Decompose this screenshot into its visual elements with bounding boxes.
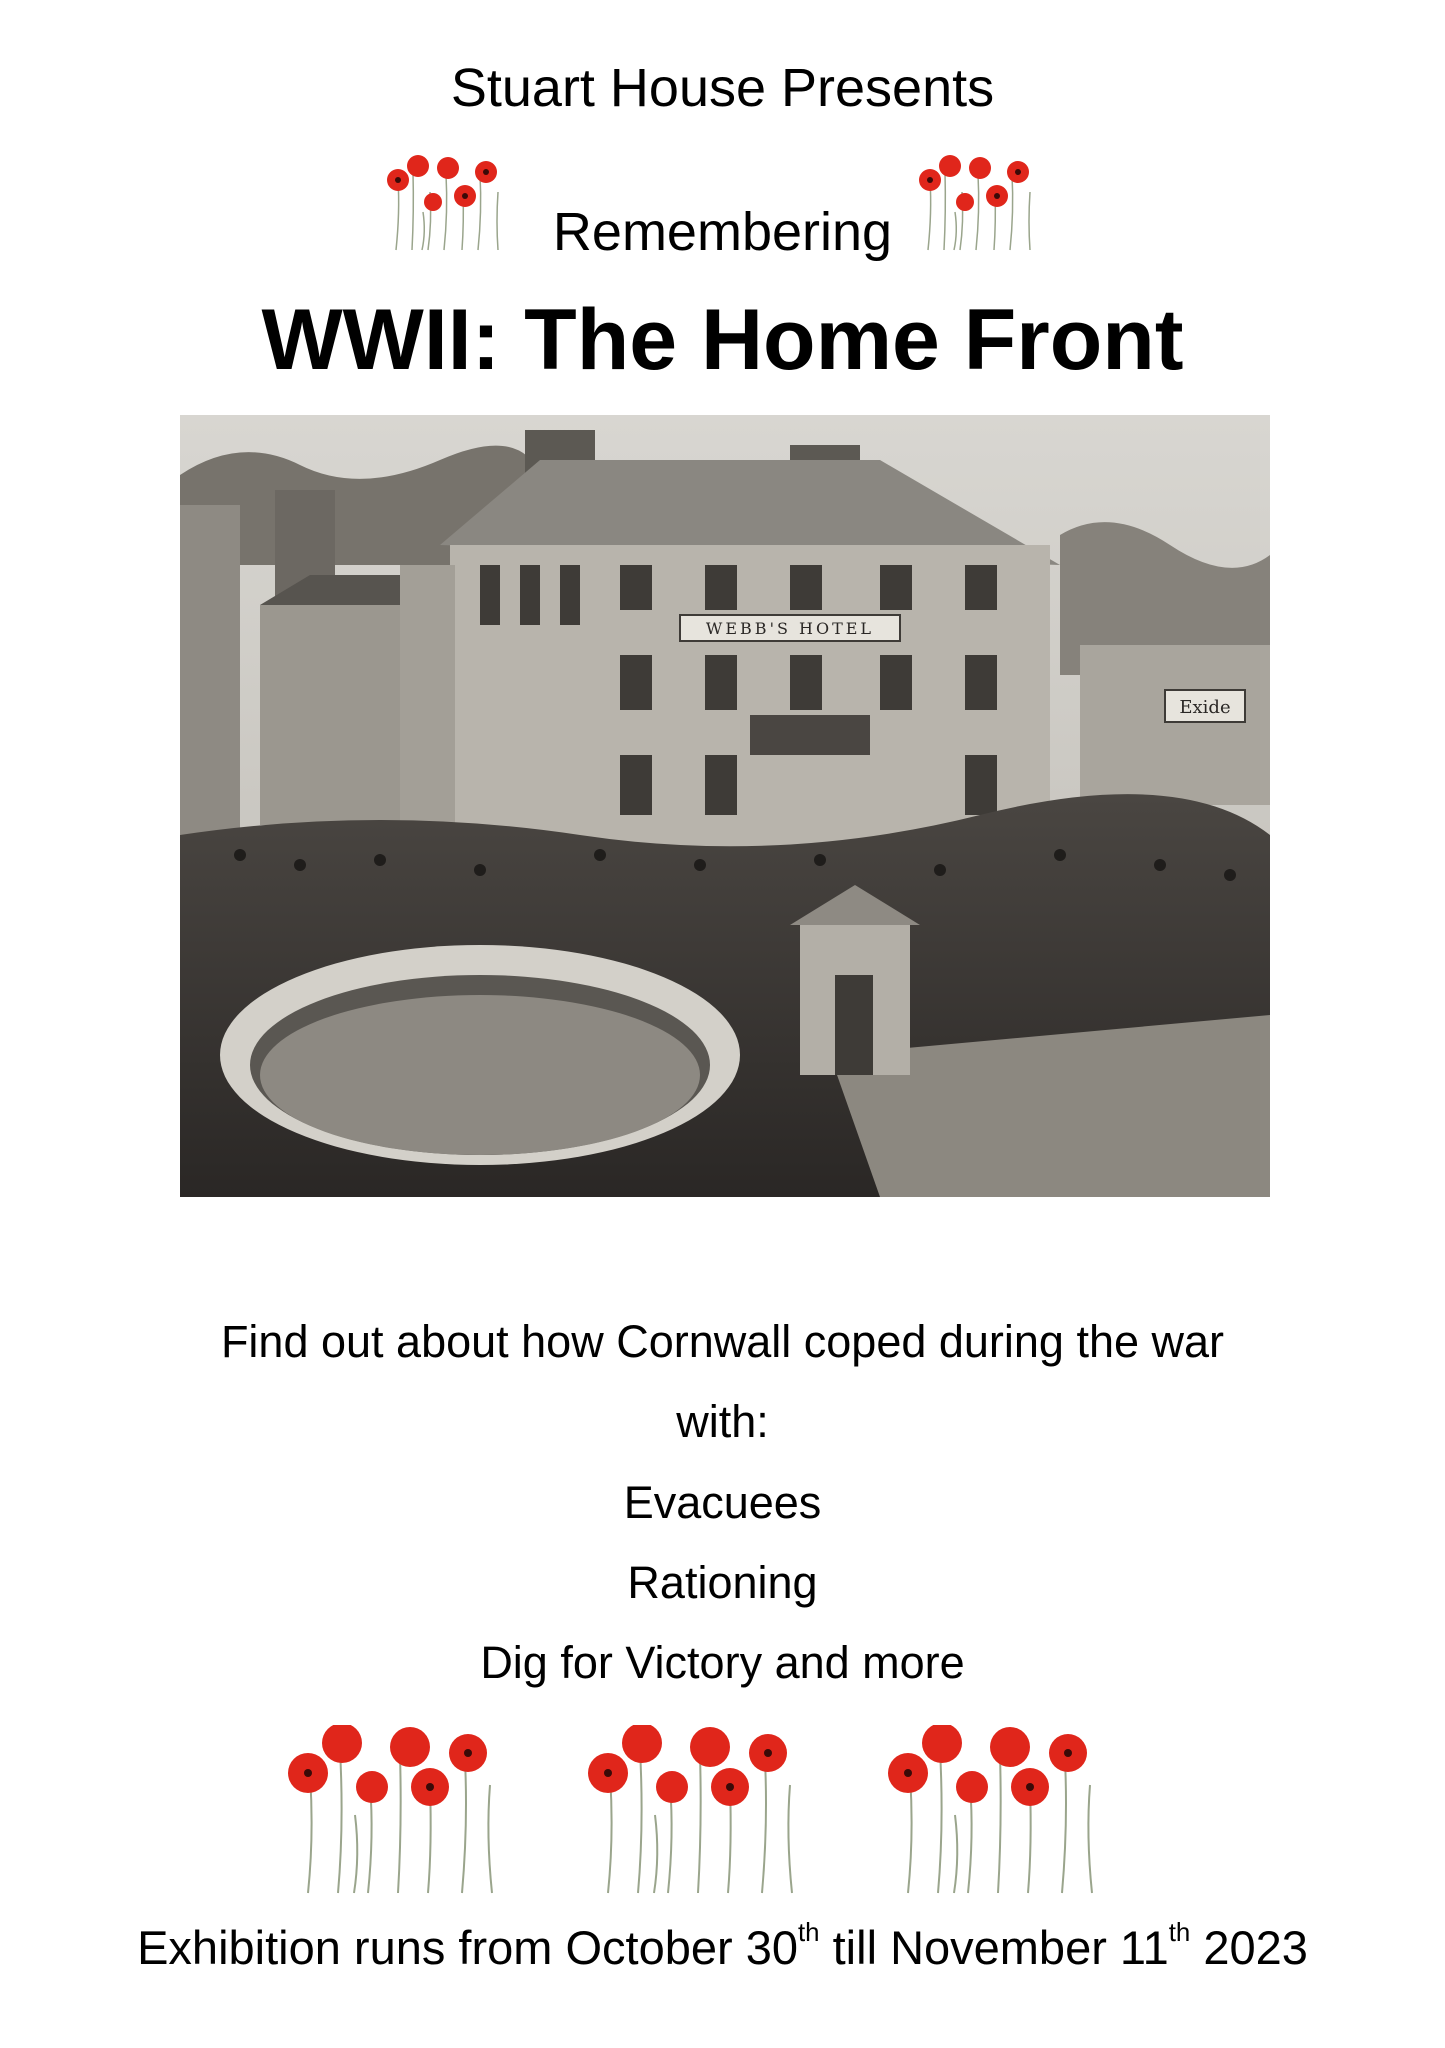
topic-item: Rationing — [627, 1557, 818, 1608]
poppy-icon — [910, 152, 1070, 252]
exhibition-dates — [0, 1915, 1445, 1981]
presenter-line: Stuart House Presents — [450, 58, 995, 118]
poppy-border — [280, 1725, 1170, 1895]
poppy-icon — [280, 1725, 1170, 1895]
subtitle-remembering: Remembering — [552, 202, 893, 262]
historic-photo — [180, 415, 1270, 1197]
poppy-cluster-right — [910, 152, 1070, 252]
topic-item: Dig for Victory and more — [480, 1637, 965, 1688]
footer-prefix: Exhibition runs from October 30 — [137, 1921, 798, 1974]
intro-text-continued: with: — [676, 1396, 769, 1447]
page-title: WWII: The Home Front — [261, 292, 1184, 388]
hotel-sign: WEBB'S HOTEL — [705, 619, 875, 638]
ordinal-suffix: th — [798, 1918, 820, 1947]
footer-middle: till November 11 — [819, 1921, 1169, 1974]
footer-year: 2023 — [1190, 1921, 1308, 1974]
shop-sign: Exide — [1179, 697, 1231, 718]
ordinal-suffix: th — [1168, 1918, 1191, 1947]
intro-text: Find out about how Cornwall coped during the war — [220, 1316, 1225, 1367]
topic-item: Evacuees — [623, 1477, 822, 1528]
